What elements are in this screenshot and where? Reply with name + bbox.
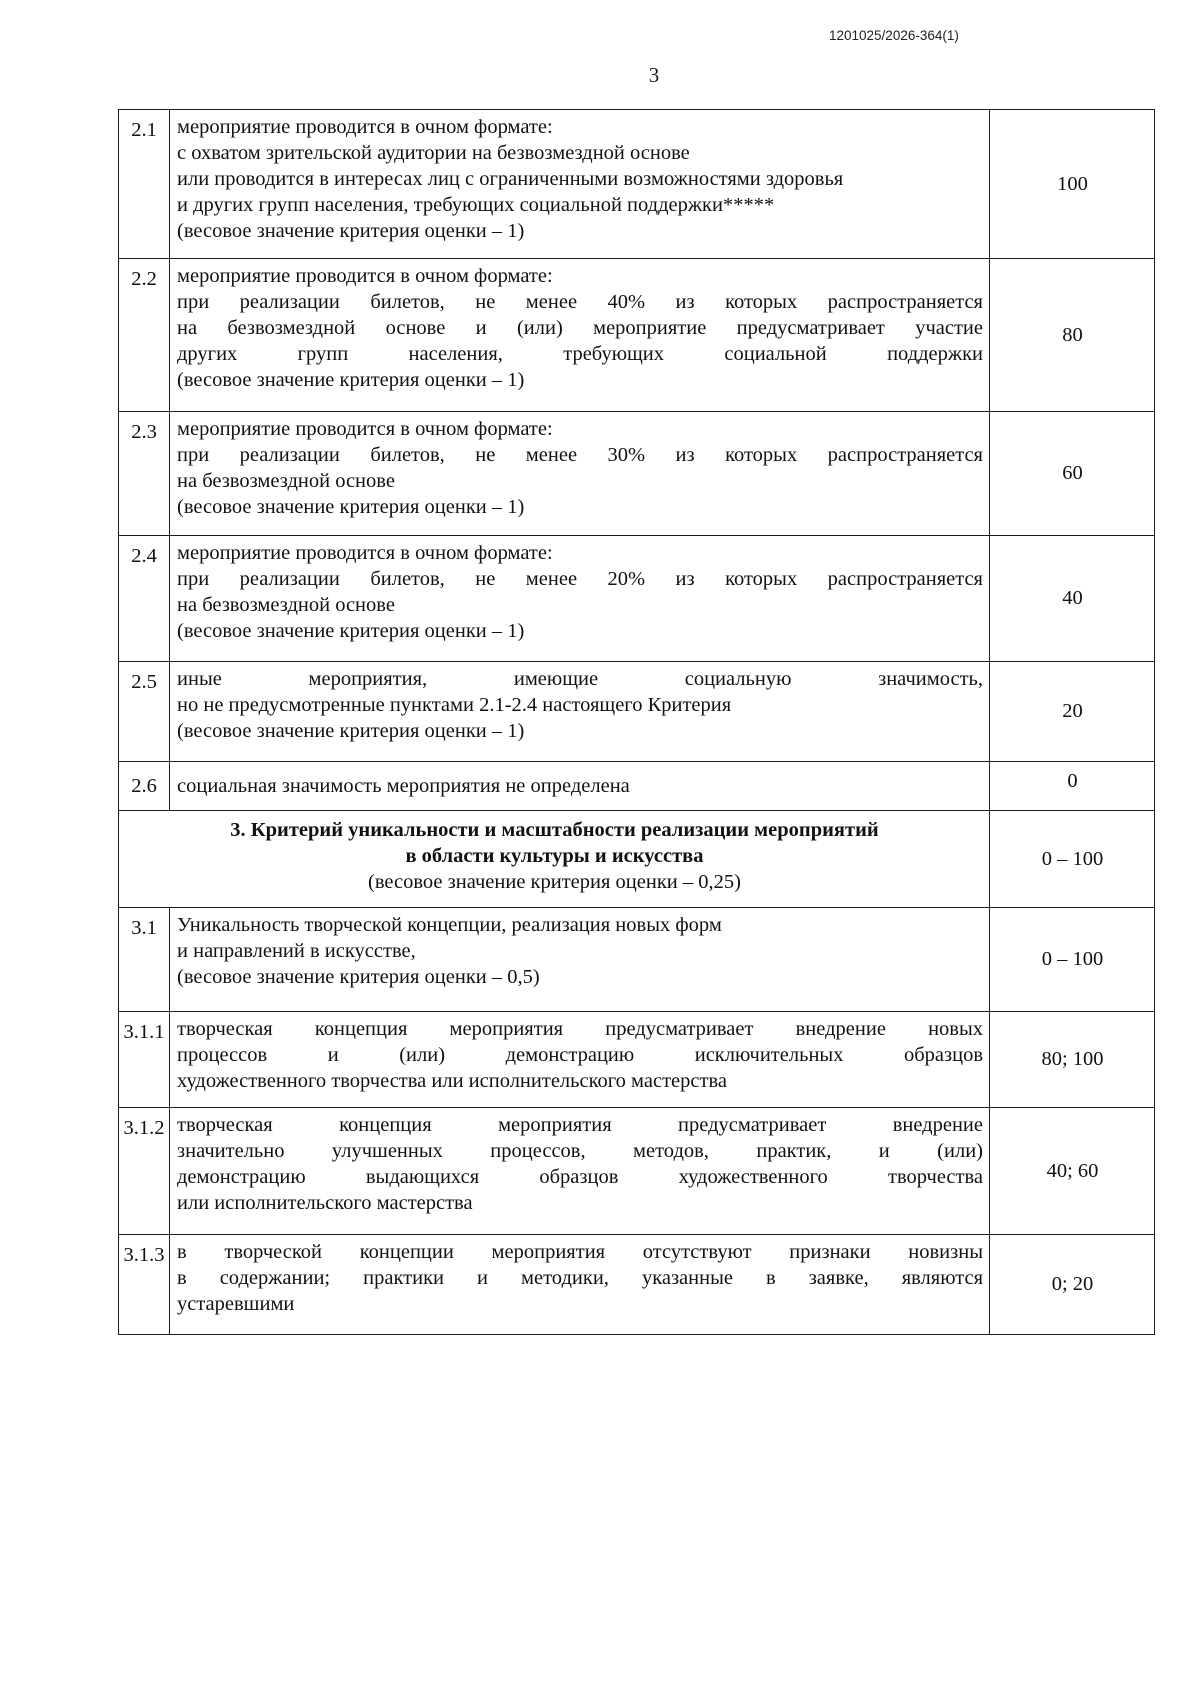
criterion-number: 3.1.1 [119, 1012, 170, 1108]
description-line: творческая концепция мероприятия предусматривает внедрение новых [177, 1018, 983, 1040]
criterion-description [170, 1108, 990, 1235]
table-row [119, 536, 1155, 662]
table-row [119, 110, 1155, 259]
section-header [119, 811, 990, 908]
description-line: при реализации билетов, не менее 20% из которых распространяется [177, 568, 983, 590]
description-line: устаревшими [177, 1293, 295, 1315]
description-line: демонстрацию выдающихся образцов художественного творчества [177, 1166, 983, 1188]
description-line: других групп населения, требующих социальной поддержки [177, 343, 983, 365]
criteria-table [118, 109, 1155, 1335]
criterion-number: 2.1 [119, 110, 170, 259]
description-line: с охватом зрительской аудитории на безвозмездной основе [177, 142, 690, 164]
criterion-description [170, 908, 990, 1012]
criterion-number: 3.1.3 [119, 1235, 170, 1335]
table-row [119, 908, 1155, 1012]
criterion-number: 3.1.2 [119, 1108, 170, 1235]
criterion-score: 0 – 100 [990, 908, 1155, 1012]
description-line: на безвозмездной основе и (или) мероприятие предусматривает участие [177, 317, 983, 339]
criterion-score: 80; 100 [990, 1012, 1155, 1108]
description-line: и направлений в искусстве, [177, 940, 416, 962]
criterion-score: 100 [990, 110, 1155, 259]
description-line: на безвозмездной основе [177, 594, 395, 616]
criterion-description [170, 536, 990, 662]
criterion-score: 60 [990, 412, 1155, 536]
section-score: 0 – 100 [990, 811, 1155, 908]
criterion-score: 20 [990, 662, 1155, 762]
criterion-number: 3.1 [119, 908, 170, 1012]
page-number: 3 [648, 63, 660, 87]
description-line: значительно улучшенных процессов, методов, практик, и (или) [177, 1140, 983, 1162]
criterion-score: 80 [990, 259, 1155, 412]
description-line: мероприятие проводится в очном формате: [177, 265, 553, 287]
description-line: на безвозмездной основе [177, 470, 395, 492]
table-row [119, 662, 1155, 762]
description-line: (весовое значение критерия оценки – 1) [177, 720, 525, 742]
criterion-score: 0 [990, 762, 1155, 811]
criterion-description [170, 110, 990, 259]
description-line: (весовое значение критерия оценки – 0,5) [177, 966, 540, 988]
table-row [119, 1235, 1155, 1335]
description-line: мероприятие проводится в очном формате: [177, 116, 553, 138]
section-title: в области культуры и искусства [405, 845, 704, 867]
description-line: и других групп населения, требующих социальной поддержки***** [177, 194, 775, 216]
criterion-number: 2.3 [119, 412, 170, 536]
table-row [119, 1012, 1155, 1108]
criterion-number: 2.6 [119, 762, 170, 811]
description-line: мероприятие проводится в очном формате: [177, 418, 553, 440]
description-line: в содержании; практики и методики, указанные в заявке, являются [177, 1267, 983, 1289]
description-line: художественного творчества или исполнительского мастерства [177, 1070, 727, 1092]
criterion-score: 0; 20 [990, 1235, 1155, 1335]
criterion-number: 2.2 [119, 259, 170, 412]
document-registration-number: 1201025/2026-364(1) [829, 28, 959, 43]
description-line: социальная значимость мероприятия не определена [177, 774, 630, 797]
table-row [119, 762, 1155, 811]
description-line: или проводится в интересах лиц с ограниченными возможностями здоровья [177, 168, 844, 190]
criterion-number: 2.5 [119, 662, 170, 762]
criterion-description [170, 259, 990, 412]
section-weight: (весовое значение критерия оценки – 0,25) [368, 871, 741, 893]
description-line: иные мероприятия, имеющие социальную значимость, [177, 668, 983, 690]
section-header-row [119, 811, 1155, 908]
description-line: процессов и (или) демонстрацию исключительных образцов [177, 1044, 983, 1066]
table-row [119, 412, 1155, 536]
criterion-number: 2.4 [119, 536, 170, 662]
criterion-description [170, 1235, 990, 1335]
description-line: творческая концепция мероприятия предусматривает внедрение [177, 1114, 983, 1136]
description-line: (весовое значение критерия оценки – 1) [177, 496, 525, 518]
criterion-description [170, 762, 990, 811]
table-row [119, 1108, 1155, 1235]
description-line: или исполнительского мастерства [177, 1192, 473, 1214]
criterion-score: 40; 60 [990, 1108, 1155, 1235]
description-line: мероприятие проводится в очном формате: [177, 542, 553, 564]
criterion-description [170, 412, 990, 536]
description-line: (весовое значение критерия оценки – 1) [177, 220, 525, 242]
description-line: Уникальность творческой концепции, реализация новых форм [177, 914, 722, 936]
section-title: 3. Критерий уникальности и масштабности реализации мероприятий [230, 819, 879, 841]
description-line: при реализации билетов, не менее 40% из которых распространяется [177, 291, 983, 313]
description-line: при реализации билетов, не менее 30% из которых распространяется [177, 444, 983, 466]
description-line: (весовое значение критерия оценки – 1) [177, 620, 525, 642]
criterion-description [170, 662, 990, 762]
description-line: в творческой концепции мероприятия отсутствуют признаки новизны [177, 1241, 983, 1263]
criterion-score: 40 [990, 536, 1155, 662]
description-line: но не предусмотренные пунктами 2.1-2.4 настоящего Критерия [177, 694, 732, 716]
description-line: (весовое значение критерия оценки – 1) [177, 369, 525, 391]
table-row [119, 259, 1155, 412]
criterion-description [170, 1012, 990, 1108]
